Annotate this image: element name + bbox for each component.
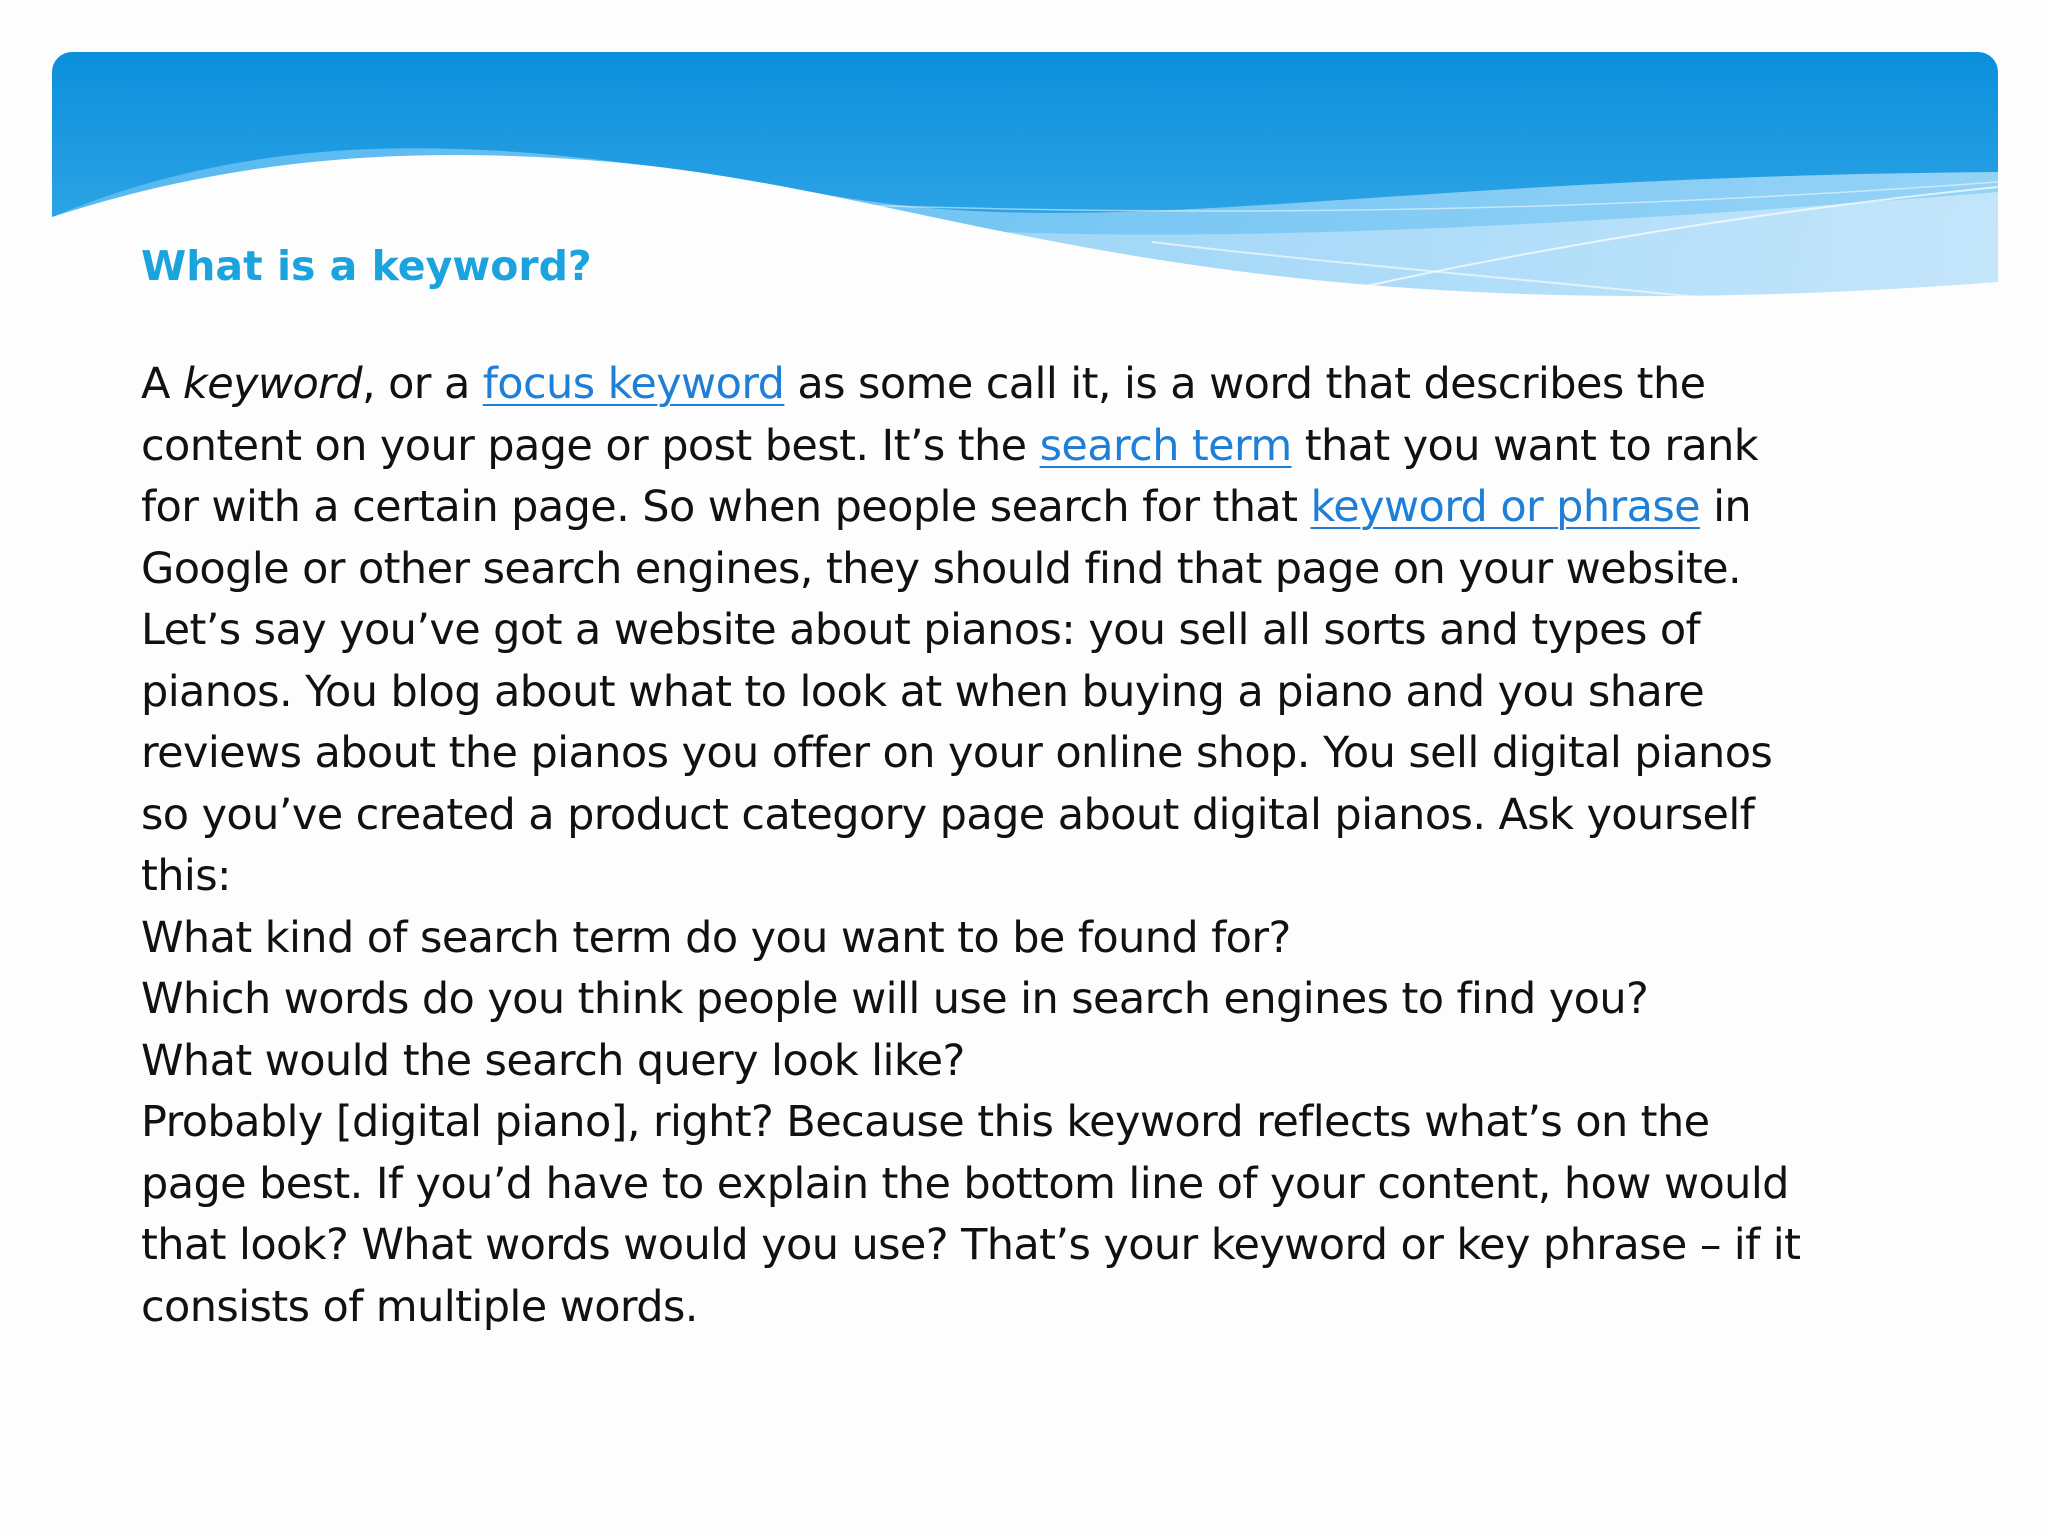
text-line: page best. If you’d have to explain the bottom line of your content, how would: [141, 1158, 1789, 1209]
text-line: so you’ve created a product category page about digital pianos. Ask yourself: [141, 789, 1755, 840]
focus-keyword-link[interactable]: focus keyword: [482, 359, 785, 409]
text-segment: that you want to rank: [1291, 420, 1759, 471]
text-segment: as some call it, is a word that describes the: [784, 359, 1706, 409]
text-line: [141, 477, 1921, 539]
slide-content: [141, 232, 1921, 1338]
text-segment: for with a certain page. So when people search for that: [141, 482, 1311, 532]
keyword-or-phrase-link[interactable]: keyword or phrase: [1310, 482, 1701, 532]
question-line: What kind of search term do you want to be found for?: [141, 912, 1291, 963]
text-segment: in: [1700, 482, 1752, 532]
slide-heading: What is a keyword?: [141, 242, 592, 290]
keyword-emphasis: keyword: [182, 359, 362, 409]
search-term-link[interactable]: search term: [1039, 420, 1292, 471]
question-line: Which words do you think people will use in search engines to find you?: [141, 974, 1649, 1024]
body-paragraph: [141, 354, 1921, 1338]
text-line: consists of multiple words.: [141, 1281, 698, 1332]
text-line: that look? What words would you use? That’s your keyword or key phrase – if it: [141, 1220, 1801, 1270]
text-line: [141, 354, 1921, 416]
text-segment: , or a: [361, 359, 483, 409]
text-line: Probably [digital piano], right? Because this keyword reflects what’s on the: [141, 1097, 1710, 1147]
text-line: this:: [141, 851, 231, 901]
text-segment: A: [141, 359, 183, 409]
text-line: [141, 416, 1921, 478]
text-segment: content on your page or post best. It’s the: [141, 420, 1040, 471]
text-line: Let’s say you’ve got a website about pianos: you sell all sorts and types of: [141, 605, 1701, 655]
text-line: Google or other search engines, they should find that page on your website.: [141, 543, 1742, 594]
text-line: pianos. You blog about what to look at when buying a piano and you share: [141, 666, 1705, 717]
question-line: What would the search query look like?: [141, 1035, 965, 1086]
text-line: reviews about the pianos you offer on your online shop. You sell digital pianos: [141, 728, 1773, 778]
